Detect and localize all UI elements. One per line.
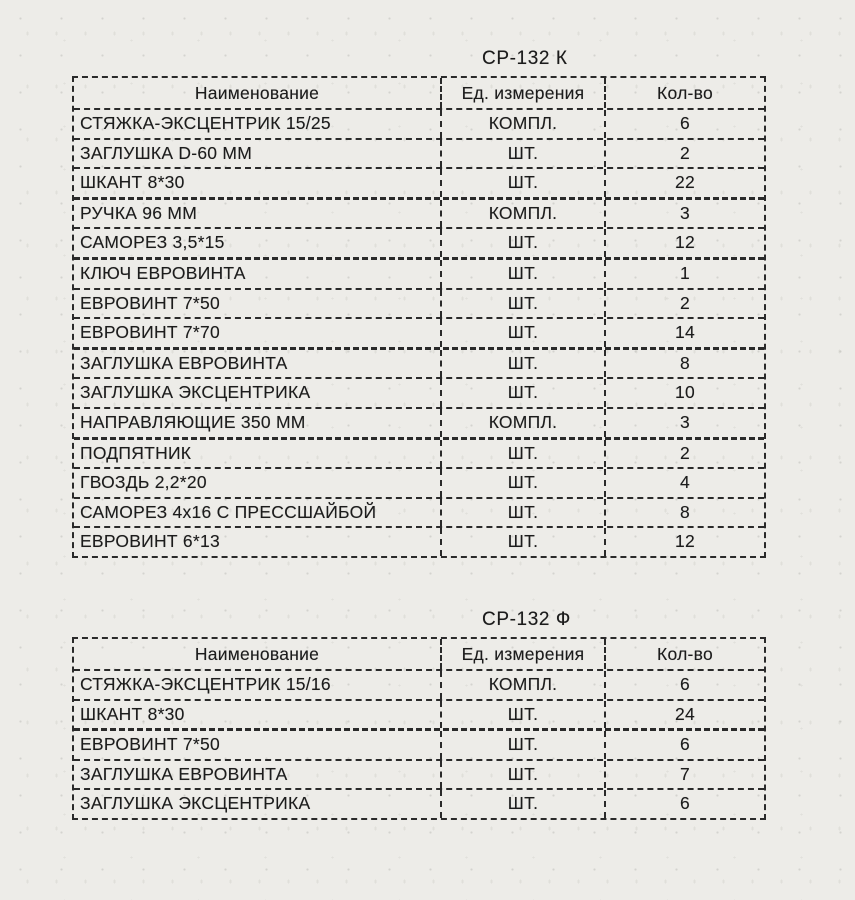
cell-name: РУЧКА 96 ММ [80,202,198,223]
table-title-cr-132-k: СР-132 К [482,48,568,69]
cell-name: НАПРАВЛЯЮЩИЕ 350 ММ [80,411,306,432]
cell-unit: ШТ. [440,379,604,407]
cell-qty: 6 [604,671,764,699]
table-row [74,169,764,200]
cell-qty: 2 [604,290,764,318]
cell-qty: 10 [604,379,764,407]
cell-unit: КОМПЛ. [440,200,604,228]
cell-qty: 3 [604,200,764,228]
cell-unit: ШТ. [440,169,604,197]
table-row [74,671,764,701]
cell-unit: ШТ. [440,350,604,378]
table-row [74,469,764,499]
table-row [74,260,764,290]
cell-qty: 8 [604,499,764,527]
cell-unit: ШТ. [440,499,604,527]
cell-name: САМОРЕЗ 3,5*15 [80,232,225,253]
cell-name: ГВОЗДЬ 2,2*20 [80,472,207,493]
column-header: Ед. измерения [440,78,604,108]
table-row [74,440,764,470]
column-header: Наименование [194,83,320,103]
table-header-row [74,78,764,110]
cell-unit: КОМПЛ. [440,671,604,699]
table-row [74,701,764,732]
table-row [74,350,764,380]
cell-name: ШКАНТ 8*30 [80,172,185,193]
cell-qty: 6 [604,731,764,759]
cell-name: ЗАГЛУШКА D-60 ММ [80,142,253,163]
cell-unit: КОМПЛ. [440,110,604,138]
cell-unit: ШТ. [440,469,604,497]
table-row [74,110,764,140]
column-header: Кол-во [604,78,764,108]
table-header-row [74,639,764,671]
cell-qty: 6 [604,790,764,818]
table-row [74,290,764,320]
cell-qty: 6 [604,110,764,138]
cell-unit: ШТ. [440,229,604,257]
cell-unit: ШТ. [440,528,604,556]
cell-qty: 1 [604,260,764,288]
cell-unit: ШТ. [440,440,604,468]
cell-qty: 24 [604,701,764,729]
cell-qty: 2 [604,140,764,168]
table-row [74,731,764,761]
cell-qty: 14 [604,319,764,347]
cell-name: ЕВРОВИНТ 6*13 [80,531,220,552]
cell-qty: 12 [604,528,764,556]
cell-name: ЕВРОВИНТ 7*50 [80,734,220,755]
cell-name: СТЯЖКА-ЭКСЦЕНТРИК 15/25 [80,113,331,133]
cell-unit: ШТ. [440,290,604,318]
cell-name: ЗАГЛУШКА ЭКСЦЕНТРИКА [80,382,311,403]
table-row [74,761,764,791]
cell-name: СТЯЖКА-ЭКСЦЕНТРИК 15/16 [80,674,331,694]
cell-qty: 7 [604,761,764,789]
cell-qty: 3 [604,409,764,437]
cell-name: ЕВРОВИНТ 7*50 [80,292,220,313]
cell-qty: 8 [604,350,764,378]
cell-unit: ШТ. [440,761,604,789]
table-row [74,528,764,556]
table-title-cr-132-f: СР-132 Ф [482,609,571,630]
cell-qty: 12 [604,229,764,257]
cell-name: ШКАНТ 8*30 [80,703,185,724]
table-section-cr-132-f [72,609,766,820]
cell-name: ЗАГЛУШКА ЭКСЦЕНТРИКА [80,793,311,814]
parts-table-cr-132-k [72,76,766,558]
cell-unit: КОМПЛ. [440,409,604,437]
column-header: Кол-во [604,639,764,669]
cell-name: ЗАГЛУШКА ЕВРОВИНТА [80,352,288,373]
cell-unit: ШТ. [440,701,604,729]
cell-name: ЗАГЛУШКА ЕВРОВИНТА [80,763,288,784]
cell-name: САМОРЕЗ 4х16 С ПРЕССШАЙБОЙ [80,501,377,522]
cell-unit: ШТ. [440,260,604,288]
column-header: Ед. измерения [440,639,604,669]
table-row [74,790,764,818]
table-row [74,200,764,230]
cell-name: ПОДПЯТНИК [80,442,192,463]
table-row [74,409,764,440]
cell-qty: 22 [604,169,764,197]
table-row [74,379,764,409]
cell-unit: ШТ. [440,731,604,759]
cell-qty: 4 [604,469,764,497]
cell-name: КЛЮЧ ЕВРОВИНТА [80,262,246,283]
cell-qty: 2 [604,440,764,468]
table-row [74,499,764,529]
parts-table-cr-132-f [72,637,766,820]
table-row [74,319,764,350]
table-row [74,229,764,260]
table-section-cr-132-k [72,48,766,558]
cell-unit: ШТ. [440,140,604,168]
column-header: Наименование [194,644,320,664]
cell-unit: ШТ. [440,319,604,347]
cell-name: ЕВРОВИНТ 7*70 [80,322,220,343]
cell-unit: ШТ. [440,790,604,818]
table-row [74,140,764,170]
